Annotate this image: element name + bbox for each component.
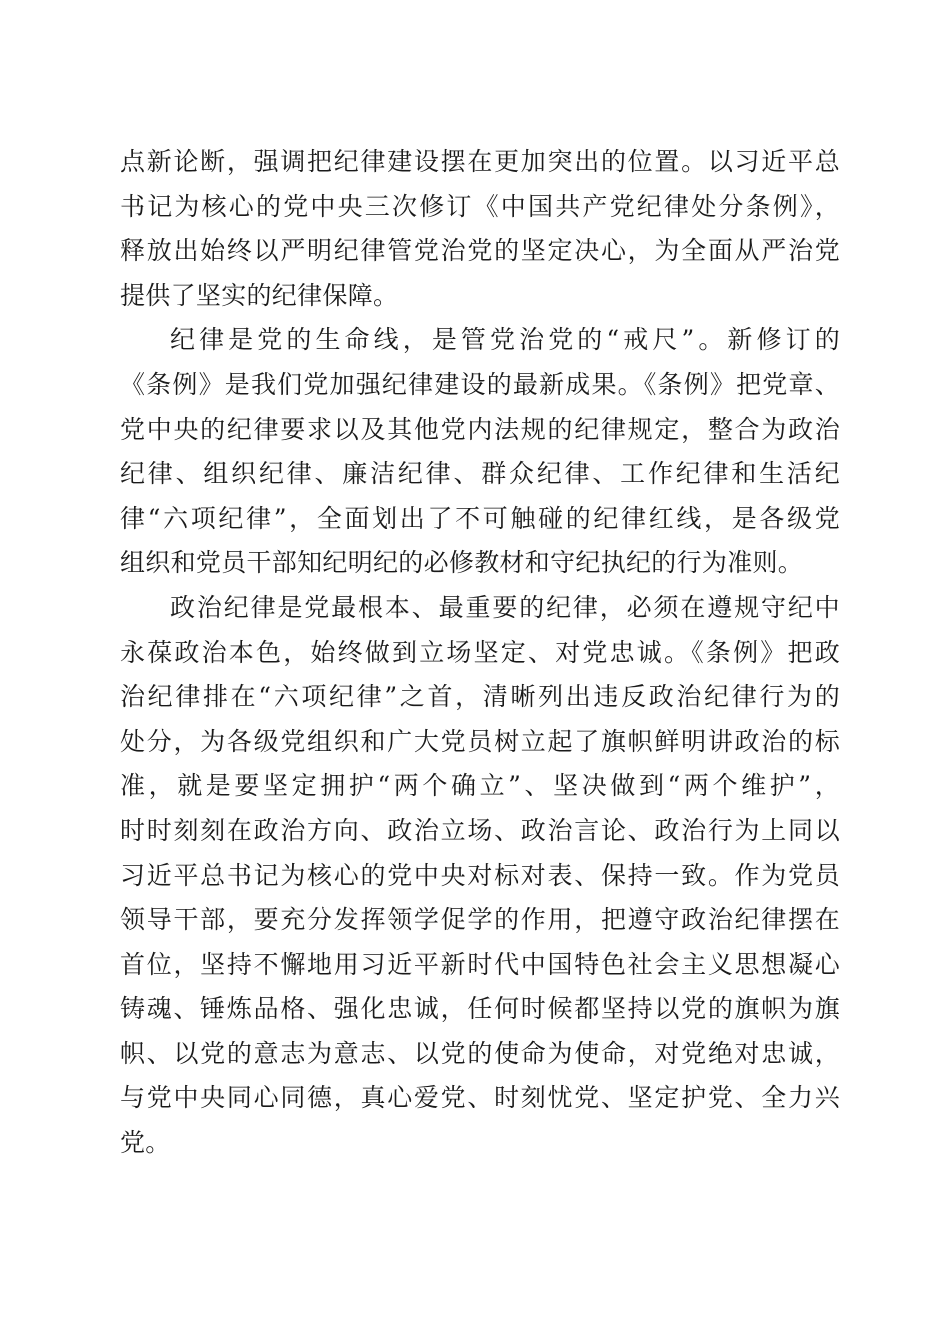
text-line: 释放出始终以严明纪律管党治党的坚定决心，为全面从严治党 [120,236,840,266]
paragraph-first-line: 政治纪律是党最根本、最重要的纪律，必须在遵规守纪中 [170,592,840,622]
text-line: 习近平总书记为核心的党中央对标对表、保持一致。作为党员 [120,860,840,890]
text-line: 律“六项纪律”，全面划出了不可触碰的纪律红线，是各级党 [120,503,840,533]
text-line: 帜、以党的意志为意志、以党的使命为使命，对党绝对忠诚， [120,1038,840,1068]
text-line: 《条例》是我们党加强纪律建设的最新成果。《条例》把党章、 [120,369,840,399]
text-line: 党中央的纪律要求以及其他党内法规的纪律规定，整合为政治 [120,414,840,444]
text-line: 领导干部，要充分发挥领学促学的作用，把遵守政治纪律摆在 [120,905,840,935]
text-line: 首位，坚持不懈地用习近平新时代中国特色社会主义思想凝心 [120,949,840,979]
text-line: 书记为核心的党中央三次修订《中国共产党纪律处分条例》， [120,191,840,221]
text-line: 纪律、组织纪律、廉洁纪律、群众纪律、工作纪律和生活纪 [120,459,840,489]
text-line: 组织和党员干部知纪明纪的必修教材和守纪执纪的行为准则。 [120,548,804,578]
text-line: 提供了坚实的纪律保障。 [120,280,399,310]
text-line: 处分，为各级党组织和广大党员树立起了旗帜鲜明讲政治的标 [120,726,840,756]
text-line: 与党中央同心同德，真心爱党、时刻忧党、坚定护党、全力兴 [120,1083,840,1113]
text-line: 铸魂、锤炼品格、强化忠诚，任何时候都坚持以党的旗帜为旗 [120,994,840,1024]
document-body [120,140,840,1166]
text-line: 时时刻刻在政治方向、政治立场、政治言论、政治行为上同以 [120,815,840,845]
text-line: 点新论断，强调把纪律建设摆在更加突出的位置。以习近平总 [120,147,840,176]
text-line: 准，就是要坚定拥护“两个确立”、坚决做到“两个维护”， [120,771,840,801]
text-line: 永葆政治本色，始终做到立场坚定、对党忠诚。《条例》把政 [120,637,840,667]
text-line: 党。 [120,1128,171,1158]
paragraph-first-line: 纪律是党的生命线，是管党治党的“戒尺”。新修订的 [170,325,840,355]
text-line: 治纪律排在“六项纪律”之首，清晰列出违反政治纪律行为的 [120,682,840,712]
